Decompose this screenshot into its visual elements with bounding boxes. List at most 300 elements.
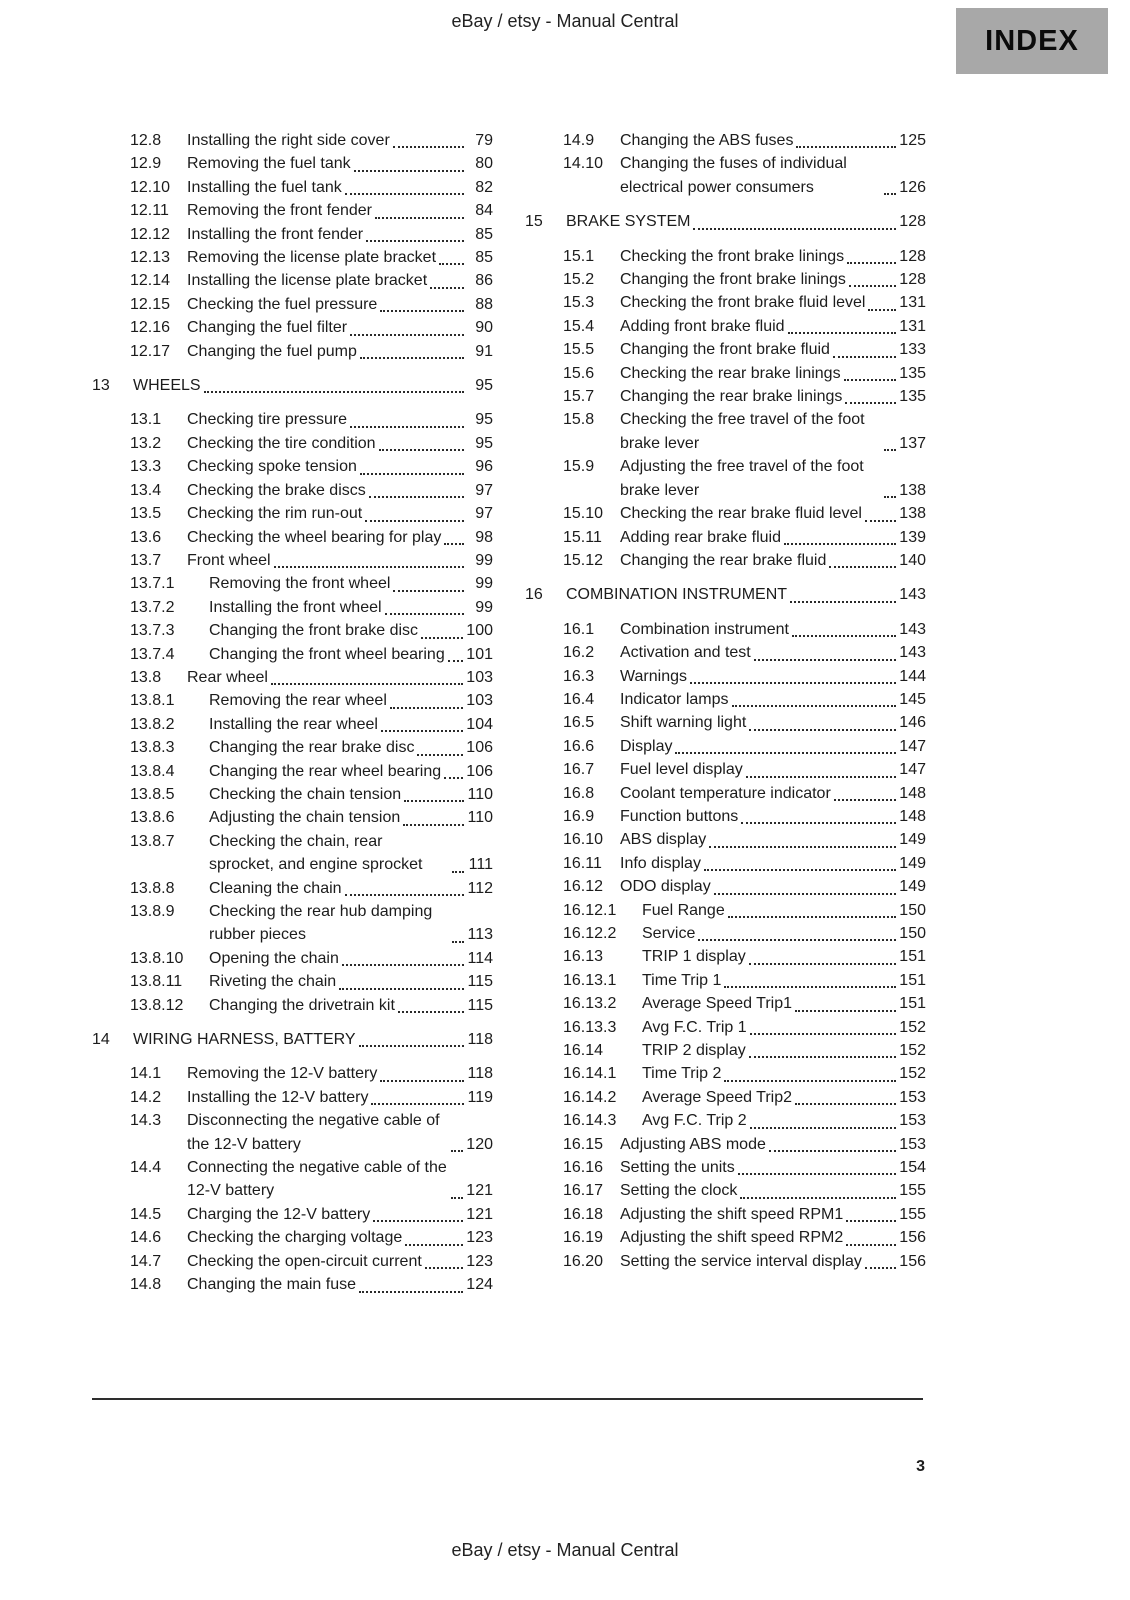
toc-entry-page: 99 [475,551,493,569]
toc-entry [130,572,493,595]
toc-entry-number: 13.8.6 [130,809,175,827]
toc-entry [563,1156,926,1179]
toc-entry [563,969,926,992]
toc-entry-number: 16.13.2 [563,995,617,1013]
dot-leader [741,822,896,824]
toc-entry [563,549,926,572]
toc-entry [130,455,493,478]
dot-leader [448,660,464,662]
toc-entry-title: Checking the wheel bearing for play [187,528,442,546]
toc-entry-page: 99 [475,598,493,616]
toc-entry-title: Opening the chain [209,949,339,967]
toc-entry-number: 13.7.2 [130,598,175,616]
toc-entry-title: Adjusting the free travel of the foot brake lever [620,458,864,499]
toc-entry [525,583,926,606]
toc-entry-page: 86 [475,272,493,290]
dot-leader [403,824,464,826]
toc-entry-number: 13.8.2 [130,715,175,733]
toc-entry-page: 95 [475,377,493,395]
toc-entry-title: Changing the rear brake fluid [620,551,827,569]
toc-entry-number: 15.9 [563,458,595,476]
dot-leader [360,473,464,475]
toc-entry-number: 16.12.2 [563,925,617,942]
toc-entry [130,1273,493,1296]
dot-leader [884,496,896,498]
page-number: 3 [916,1458,925,1475]
toc-entry-page: 121 [466,1182,493,1200]
toc-entry-number: 12.8 [130,132,162,149]
toc-entry-title: BRAKE SYSTEM [566,213,691,231]
toc-entry-number: 14.5 [130,1205,162,1223]
toc-entry [563,805,926,828]
toc-entry [563,735,926,758]
dot-leader [690,682,896,684]
toc-entry-page: 106 [466,762,493,780]
dot-leader [754,659,897,661]
toc-entry-page: 103 [466,692,493,710]
toc-entry-number: 12.16 [130,319,171,337]
toc-entry-page: 137 [899,434,926,452]
toc-entry-title: Checking the chain, rear sprocket, and engine sprocket [209,832,423,874]
dot-leader [359,1045,464,1047]
dot-leader [430,287,464,289]
toc-entry-title: Function buttons [620,807,739,825]
toc-entry-page: 140 [899,551,926,569]
toc-entry-page: 119 [467,1088,493,1106]
toc-entry [563,688,926,711]
toc-column-right [525,129,926,1297]
toc-entry-page: 154 [899,1159,926,1177]
dot-leader [738,1173,897,1175]
toc-entry-number: 16.17 [563,1182,604,1200]
toc-entry [130,970,493,993]
toc-entry [130,293,493,316]
dot-leader [746,776,897,778]
toc-entry-page: 145 [899,690,926,708]
dot-leader [405,1244,463,1246]
toc-entry-number: 12.17 [130,342,171,360]
dot-leader [452,941,464,943]
dot-leader [385,613,464,615]
dot-leader [425,1267,464,1269]
toc-entry-title: Changing the rear wheel bearing [209,762,442,780]
header-title: eBay / etsy - Manual Central [451,11,679,31]
toc-entry-number: 16.13.3 [563,1018,617,1036]
toc-entry-title: Avg F.C. Trip 2 [642,1112,747,1130]
toc-entry-title: Checking the brake discs [187,481,366,499]
toc-entry-title: Activation and test [620,644,751,662]
toc-entry-number: 16.3 [563,667,595,685]
toc-entry-title: Indicator lamps [620,690,729,708]
toc-entry-title: Changing the fuel filter [187,319,348,337]
dot-leader [846,1244,896,1246]
toc-entry-number: 14.6 [130,1229,162,1247]
toc-entry-page: 148 [899,807,926,825]
footer-title: eBay / etsy - Manual Central [451,1540,679,1560]
dot-leader [795,1103,896,1105]
toc-entry-number: 14.10 [563,155,604,173]
toc-entry [130,526,493,549]
toc-entry-page: 155 [899,1205,926,1223]
toc-entry-title: Time Trip 1 [642,971,722,989]
toc-entry [563,899,926,922]
toc-entry-number: 16.9 [563,807,595,825]
toc-entry-title: Changing the front brake fluid [620,341,830,359]
dot-leader [404,800,464,802]
toc-entry-title: Checking the rim run-out [187,505,363,523]
toc-entry-number: 16.5 [563,714,595,732]
toc-entry-title: Setting the clock [620,1182,738,1200]
toc-entry-title: Removing the rear wheel [209,692,387,710]
dot-leader [749,1056,897,1058]
toc-entry [130,760,493,783]
toc-entry-title: Changing the fuel pump [187,342,357,360]
toc-entry [563,245,926,268]
toc-entry-page: 149 [899,831,926,849]
toc-entry-page: 149 [899,878,926,896]
toc-entry [130,596,493,619]
toc-entry [130,1062,493,1085]
toc-entry-number: 13.8.8 [130,879,175,897]
dot-leader [769,1150,896,1152]
toc-entry-number: 13.8.5 [130,785,175,803]
toc-entry [563,526,926,549]
toc-entry [130,619,493,642]
toc-entry-page: 100 [466,622,493,640]
toc-entry [563,152,926,199]
dot-leader [393,146,464,148]
toc-entry-page: 156 [899,1229,926,1247]
toc-entry-title: Adding front brake fluid [620,317,785,335]
toc-entry-number: 15.1 [563,247,595,265]
dot-leader [452,871,464,873]
toc-entry-title: Disconnecting the negative cable of the 12-V battery [187,1112,440,1153]
dot-leader [373,1220,463,1222]
toc-entry-title: Changing the front wheel bearing [209,645,445,663]
toc-column-left [92,129,493,1297]
toc-entry-number: 12.12 [130,225,171,243]
toc-entry-page: 155 [899,1182,926,1200]
toc-entry-title: Checking spoke tension [187,458,357,476]
toc-entry-page: 151 [899,971,926,989]
toc-entry-page: 84 [475,202,493,220]
toc-entry [130,269,493,292]
toc-entry-number: 16.12.1 [563,901,617,919]
toc-entry-title: Changing the main fuse [187,1276,356,1294]
toc-entry-number: 15.6 [563,364,595,382]
toc-entry-title: Installing the rear wheel [209,715,378,733]
toc-entry-number: 12.15 [130,295,171,313]
toc-entry-title: WHEELS [133,377,201,395]
dot-leader [829,566,896,568]
toc-entry-number: 16.19 [563,1229,604,1247]
toc-entry-title: Changing the front brake linings [620,271,846,289]
toc-entry-page: 147 [899,761,926,779]
toc-entry [130,947,493,970]
toc-entry-page: 139 [899,528,926,546]
toc-entry-title: TRIP 1 display [642,948,746,966]
toc-entry-number: 16.16 [563,1159,604,1177]
toc-entry-title: Riveting the chain [209,973,337,991]
toc-entry-number: 14.9 [563,132,595,149]
toc-entry [130,479,493,502]
toc-entry-page: 98 [475,528,493,546]
toc-entry-number: 14.8 [130,1276,162,1294]
dot-leader [380,310,464,312]
toc-entry-number: 15.4 [563,317,595,335]
toc-entry-page: 104 [466,715,493,733]
toc-entry-title: Changing the rear brake disc [209,739,415,757]
toc-entry-number: 16.7 [563,761,595,779]
dot-leader [790,601,896,603]
toc-entry [130,713,493,736]
toc-entry-number: 15.10 [563,505,604,523]
dot-leader [846,1220,896,1222]
toc-entry-page: 88 [475,295,493,313]
toc-entry-number: 13.8.1 [130,692,175,710]
toc-entry-title: Fuel level display [620,761,743,779]
dot-leader [704,869,896,871]
toc-entry-number: 15 [525,213,543,231]
dot-leader [724,1080,896,1082]
toc-entry-page: 143 [899,644,926,662]
toc-entry-title: Installing the right side cover [187,132,390,149]
toc-entry-title: Installing the front wheel [209,598,382,616]
dot-leader [849,285,896,287]
toc-entry-number: 14.3 [130,1112,162,1130]
dot-leader [381,730,463,732]
toc-entry [563,828,926,851]
toc-entry-title: Installing the 12-V battery [187,1088,369,1106]
toc-entry-number: 16.13.1 [563,971,617,989]
dot-leader [393,590,464,592]
toc-entry [563,268,926,291]
toc-entry-page: 128 [899,271,926,289]
toc-entry-title: Adding rear brake fluid [620,528,781,546]
toc-entry-page: 153 [899,1112,926,1130]
toc-entry [563,362,926,385]
toc-entry [563,665,926,688]
toc-entry-number: 16 [525,586,543,604]
dot-leader [749,963,897,965]
toc-entry [563,408,926,455]
dot-leader [444,777,463,779]
toc-entry-title: Removing the fuel tank [187,155,351,173]
toc-entry [130,806,493,829]
toc-entry-page: 152 [899,1018,926,1036]
toc-entry-number: 16.10 [563,831,604,849]
toc-entry-page: 123 [466,1252,493,1270]
toc-entry-number: 14.4 [130,1159,162,1177]
toc-entry-number: 13.7.4 [130,645,175,663]
toc-entry-number: 13.3 [130,458,162,476]
toc-entry-number: 13.8.10 [130,949,184,967]
toc-entry [130,1250,493,1273]
toc-entry [130,877,493,900]
toc-entry-page: 147 [899,737,926,755]
dot-leader [714,893,897,895]
dot-leader [693,228,896,230]
toc-entry-number: 14.2 [130,1088,162,1106]
toc-entry-page: 135 [899,388,926,406]
toc-entry-page: 90 [475,319,493,337]
dot-leader [675,752,896,754]
toc-entry-number: 16.14.3 [563,1112,617,1130]
toc-entry-title: Removing the front wheel [209,575,391,593]
dot-leader [350,334,464,336]
toc-entry-number: 13.1 [130,411,162,429]
dot-leader [709,846,896,848]
toc-entry-page: 120 [466,1135,493,1153]
toc-entry [130,408,493,431]
toc-entry-title: Installing the license plate bracket [187,272,428,290]
toc-entry-title: Checking the chain tension [209,785,402,803]
toc-entry-title: WIRING HARNESS, BATTERY [133,1031,356,1049]
toc-entry-number: 13 [92,377,110,395]
toc-entry-title: Adjusting the shift speed RPM2 [620,1229,844,1247]
toc-entry-number: 16.14.2 [563,1088,617,1106]
dot-leader [379,449,464,451]
toc-entry-number: 16.2 [563,644,595,662]
toc-entry-number: 13.4 [130,481,162,499]
toc-entry [130,246,493,269]
toc-entry-page: 85 [475,225,493,243]
toc-entry [563,641,926,664]
dot-leader [844,379,897,381]
toc-entry-number: 16.20 [563,1252,604,1270]
dot-leader [444,543,464,545]
toc-entry-title: ABS display [620,831,707,849]
toc-entry-title: Adjusting the chain tension [209,809,401,827]
toc-entry [130,432,493,455]
dot-leader [868,309,896,311]
dot-leader [439,263,464,265]
toc-entry-page: 135 [899,364,926,382]
dot-leader [350,426,464,428]
dot-leader [732,705,897,707]
toc-entry [563,618,926,641]
toc-entry-title: Display [620,737,673,755]
toc-entry [130,783,493,806]
toc-entry [563,1203,926,1226]
toc-entry [563,502,926,525]
toc-entry-title: Rear wheel [187,668,268,686]
toc-entry-number: 13.8.7 [130,832,175,850]
toc-entry-page: 144 [899,667,926,685]
toc-entry-title: TRIP 2 display [642,1042,746,1060]
toc-entry [563,455,926,502]
toc-entry [130,666,493,689]
toc-entry [130,643,493,666]
toc-entry-page: 153 [899,1088,926,1106]
dot-leader [451,1150,463,1152]
toc-entry-number: 16.18 [563,1205,604,1223]
toc-entry-title: Changing the front brake disc [209,622,419,640]
toc-entry-title: Average Speed Trip1 [642,995,793,1013]
toc-entry-page: 113 [467,926,493,944]
dot-leader [834,799,897,801]
dot-leader [354,170,464,172]
toc-entry-page: 99 [475,575,493,593]
toc-entry-page: 118 [467,1031,493,1049]
dot-leader [398,1011,464,1013]
toc-entry-number: 15.8 [563,411,595,429]
toc-entry-title: Changing the drivetrain kit [209,996,395,1014]
dot-leader [339,988,464,990]
toc-entry [563,385,926,408]
toc-entry-number: 16.13 [563,948,604,966]
dot-leader [375,217,464,219]
toc-entry-page: 82 [475,178,493,196]
toc-entry-number: 16.14.1 [563,1065,617,1083]
toc-entry [563,338,926,361]
footer-divider [92,1398,923,1400]
toc-entry [563,1179,926,1202]
toc-entry-page: 124 [466,1276,493,1294]
toc-entry-number: 15.11 [563,528,602,546]
toc-entry-page: 115 [467,973,493,991]
toc-entry-title: Setting the service interval display [620,1252,862,1270]
dot-leader [369,496,464,498]
toc-entry-number: 14.7 [130,1252,162,1270]
toc-entry-title: Adjusting ABS mode [620,1135,766,1153]
toc-entry-page: 131 [899,294,926,312]
toc-entry-title: Combination instrument [620,620,789,638]
toc-entry [563,758,926,781]
toc-entry-page: 96 [475,458,493,476]
toc-entry-page: 103 [466,668,493,686]
toc-entry-title: Checking tire pressure [187,411,348,429]
toc-entry-title: Checking the front brake linings [620,247,845,265]
toc-entry-number: 15.5 [563,341,595,359]
toc-entry [130,340,493,363]
toc-entry-title: Changing the fuses of individual electrical power consumers [620,155,847,196]
toc-entry-page: 150 [899,901,926,919]
toc-entry [563,875,926,898]
toc-entry [563,945,926,968]
toc-entry-title: Checking the tire condition [187,434,376,452]
toc-entry-title: Checking the charging voltage [187,1229,403,1247]
dot-leader [359,1291,463,1293]
toc-entry [130,1226,493,1249]
dot-leader [796,146,896,148]
toc-entry-title: Coolant temperature indicator [620,784,831,802]
dot-leader [865,520,896,522]
toc-entry [92,1028,493,1051]
dot-leader [274,566,464,568]
toc-entry [563,852,926,875]
toc-entry-page: 146 [899,714,926,732]
toc-entry-number: 14.1 [130,1065,162,1083]
toc-entry-number: 12.14 [130,272,171,290]
toc-entry-number: 16.4 [563,690,595,708]
toc-entry-page: 150 [899,925,926,942]
dot-leader [345,193,464,195]
toc-entry-number: 16.6 [563,737,595,755]
dot-leader [847,262,896,264]
toc-entry-page: 121 [466,1205,493,1223]
toc-entry [130,129,493,152]
toc-entry [563,129,926,152]
toc-entry-page: 151 [899,948,926,966]
toc-entry-number: 15.2 [563,271,595,289]
toc-entry-page: 106 [466,739,493,757]
toc-entry-title: Cleaning the chain [209,879,342,897]
toc-entry [563,1226,926,1249]
dot-leader [417,754,463,756]
dot-leader [788,332,897,334]
toc-entry-title: Front wheel [187,551,271,569]
